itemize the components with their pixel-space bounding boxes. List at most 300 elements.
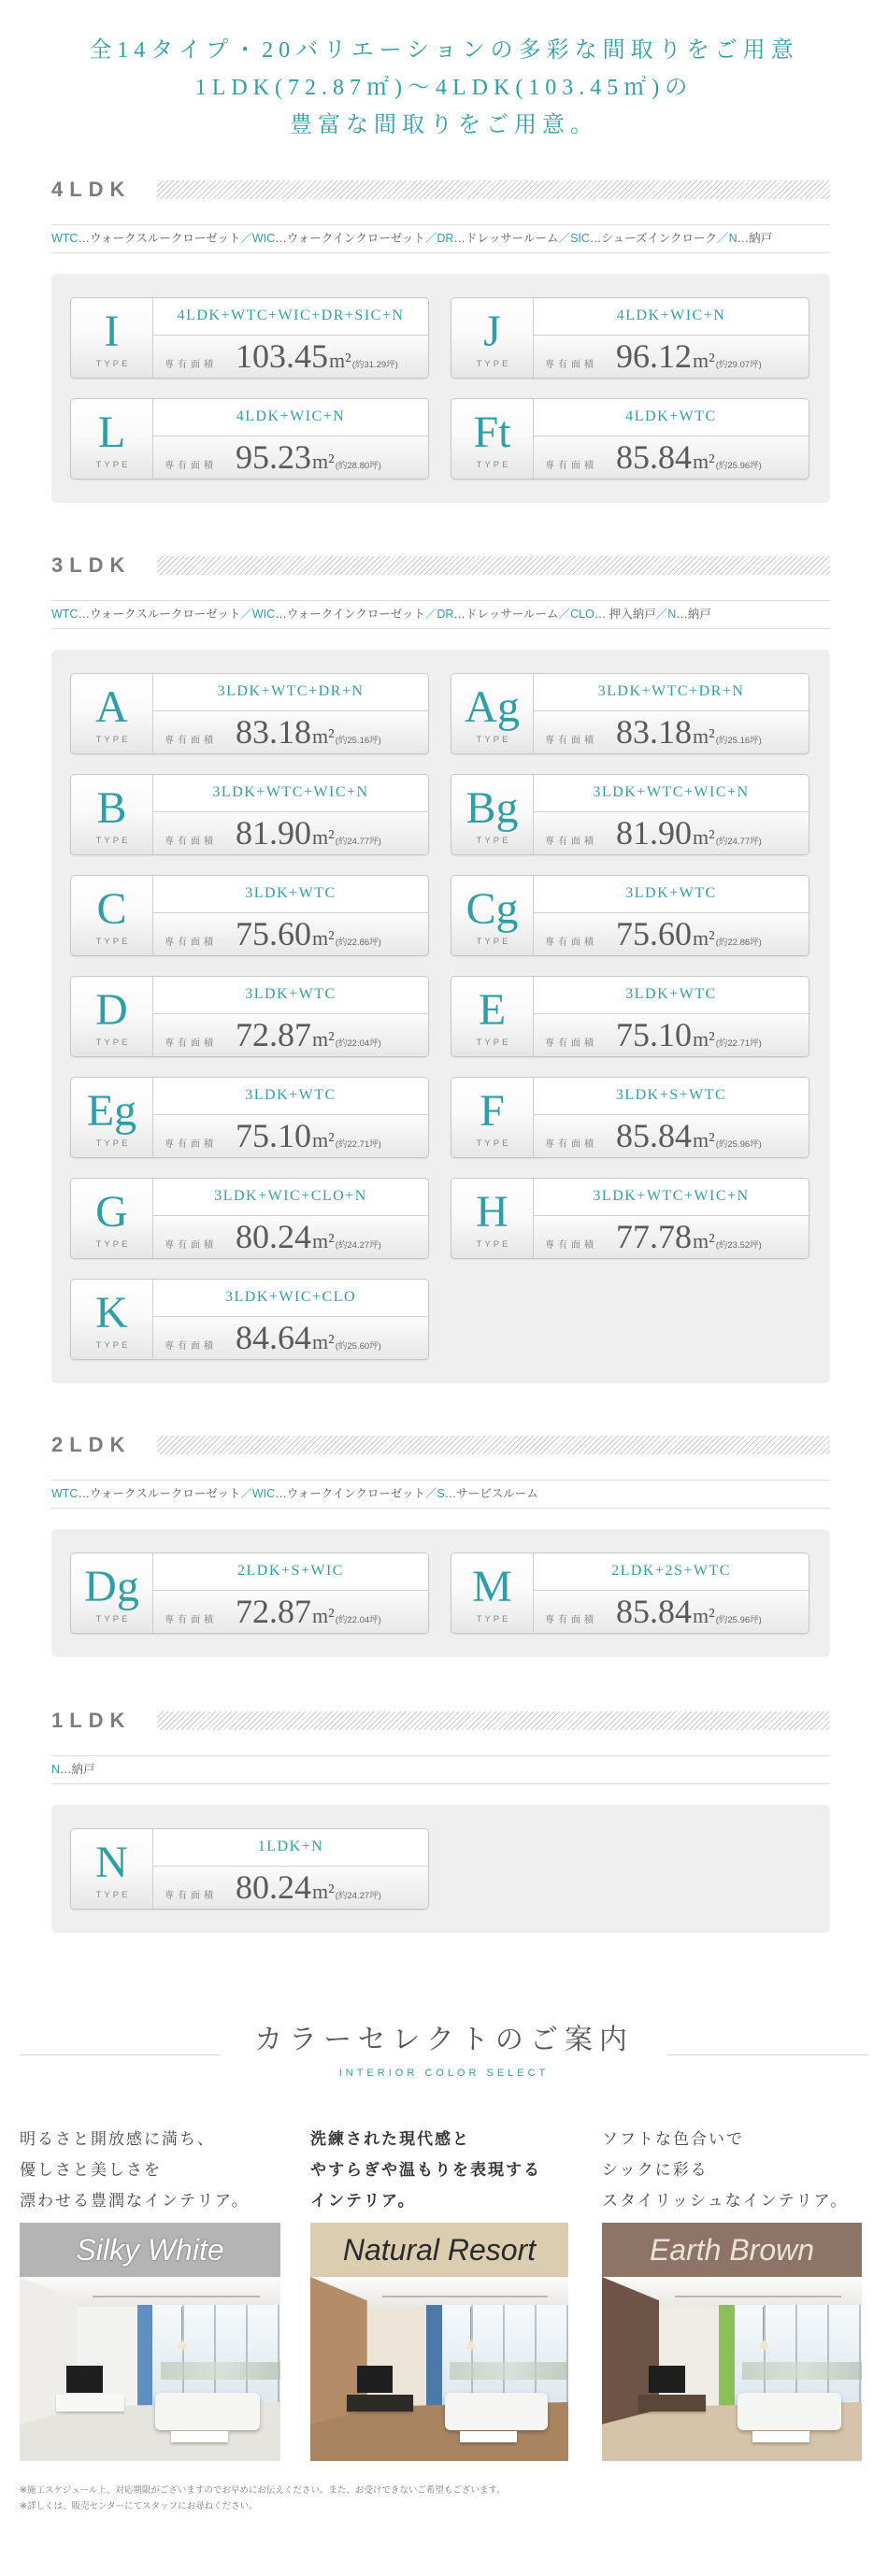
pendant-light (759, 2341, 768, 2349)
type-label: TYPE (95, 735, 131, 745)
area-tsubo: (約22.04坪) (335, 1615, 381, 1625)
tv-cabinet (638, 2395, 706, 2411)
type-letter: K (95, 1288, 128, 1338)
area-row (534, 1216, 809, 1259)
unit-card-type-a[interactable] (70, 673, 429, 754)
area-row (534, 1115, 809, 1158)
type-letter: G (95, 1187, 128, 1237)
type-cell (451, 1078, 534, 1157)
area-row (153, 1216, 428, 1259)
legend-code: WIC (251, 232, 276, 245)
area-value: 103.45 (236, 337, 328, 375)
window-view (450, 2362, 568, 2381)
area-value: 75.60 (616, 915, 692, 952)
type-cell (71, 876, 153, 955)
interior-photo (602, 2277, 862, 2461)
legend-description: …ドレッサールーム (453, 232, 559, 245)
color-description (310, 2124, 568, 2216)
type-label: TYPE (476, 937, 511, 947)
type-letter: D (95, 985, 128, 1035)
unit-card-type-k[interactable] (70, 1279, 429, 1360)
legend-code: DR (437, 608, 454, 621)
area-row (534, 812, 809, 855)
area-tsubo: (約25.96坪) (715, 1139, 762, 1150)
unit-card-type-n[interactable] (70, 1828, 429, 1910)
unit-info (534, 775, 809, 854)
type-letter: C (96, 884, 127, 934)
intro-line: 1LDK(72.87㎡)〜4LDK(103.45㎡)の (194, 76, 694, 100)
type-letter: Ag (465, 682, 520, 732)
area-unit: m² (312, 1128, 335, 1152)
area-value: 85.84 (616, 1593, 692, 1630)
area-tsubo: (約28.80坪) (335, 461, 381, 471)
unit-info (534, 876, 809, 955)
area-unit: m² (312, 1880, 335, 1903)
type-label: TYPE (476, 735, 511, 745)
legend-code: SIC (570, 232, 590, 245)
legend-separator: ／ (240, 608, 252, 621)
color-option-silky-white (20, 2124, 280, 2461)
type-label: TYPE (476, 359, 511, 369)
unit-card-type-c[interactable] (70, 875, 429, 956)
area-row (153, 1591, 428, 1634)
unit-card-type-m[interactable] (451, 1553, 809, 1634)
type-label: TYPE (95, 1340, 131, 1351)
area-tsubo: (約31.29坪) (351, 360, 398, 370)
description-line: シックに彩る (602, 2161, 709, 2179)
area-value: 81.90 (616, 814, 692, 852)
area-unit: m² (312, 450, 335, 473)
unit-card-type-i[interactable] (70, 297, 429, 379)
intro-line: 全14タイプ・20バリエーションの多彩な間取りをご用意 (89, 38, 799, 63)
area-row (534, 1014, 809, 1057)
unit-card-type-g[interactable] (70, 1178, 429, 1259)
area-tsubo: (約24.27坪) (335, 1891, 381, 1901)
area-row (534, 711, 809, 754)
legend-code: DR (437, 232, 454, 245)
area-value: 75.10 (616, 1016, 692, 1053)
area-label: 専有面積 (165, 360, 217, 370)
unit-card-type-bg[interactable] (451, 774, 809, 855)
area-unit: m² (693, 349, 715, 372)
area-row (153, 1317, 428, 1360)
tv-cabinet (347, 2395, 414, 2411)
floor-plan-composition: 2LDK+2S+WTC (534, 1553, 809, 1591)
legend-separator: ／ (240, 1487, 252, 1500)
type-label: TYPE (95, 1239, 131, 1250)
area-value: 83.18 (236, 713, 311, 751)
area-value: 84.64 (236, 1319, 311, 1356)
area-tsubo: (約22.71坪) (715, 1038, 762, 1049)
floor-plan-composition: 3LDK+WTC+WIC+N (534, 1179, 809, 1216)
unit-info (534, 1553, 809, 1633)
legend-code: N (667, 608, 677, 621)
hatched-rule (157, 180, 830, 199)
area-tsubo: (約25.16坪) (335, 736, 381, 746)
unit-info (153, 674, 428, 753)
legend-description: …ドレッサールーム (453, 608, 559, 621)
footnote: ※詳しくは、販売センターにてスタッフにお尋ねください。 (20, 2501, 258, 2512)
area-label: 専有面積 (165, 1240, 217, 1251)
area-label: 専有面積 (165, 1891, 217, 1901)
legend-code: WIC (251, 1487, 276, 1500)
unit-card-type-l[interactable] (70, 398, 429, 479)
area-tsubo: (約25.96坪) (715, 461, 762, 471)
floor-plan-composition: 1LDK+N (153, 1829, 428, 1867)
legend-description: …納戸 (676, 608, 711, 621)
area-value: 72.87 (236, 1016, 311, 1053)
unit-info (153, 1829, 428, 1909)
type-label: TYPE (95, 937, 131, 947)
area-unit: m² (312, 1604, 335, 1627)
type-letter: E (478, 985, 507, 1035)
unit-card-grid (51, 650, 830, 1383)
area-tsubo: (約29.07坪) (715, 360, 762, 370)
area-label: 専有面積 (165, 837, 217, 847)
area-tsubo: (約24.77坪) (335, 837, 381, 847)
section-title: 2LDK (51, 1433, 132, 1456)
type-letter: L (97, 408, 126, 457)
type-label: TYPE (476, 1239, 511, 1250)
legend-description: …納戸 (60, 1763, 95, 1776)
area-label: 専有面積 (165, 937, 217, 948)
legend-code: WIC (251, 608, 276, 621)
area-label: 専有面積 (545, 1038, 597, 1049)
color-label: Earth Brown (602, 2223, 862, 2277)
legend-description: …シューズインクローク (589, 232, 718, 245)
interior-photo (20, 2277, 280, 2461)
hatched-rule (157, 1436, 830, 1454)
area-unit: m² (693, 1027, 715, 1051)
legend-description: … 押入納戸 (594, 608, 656, 621)
area-row (153, 436, 428, 479)
area-row (153, 812, 428, 855)
area-unit: m² (693, 724, 715, 748)
sofa (155, 2393, 260, 2429)
legend-separator: ／ (558, 608, 571, 621)
legend-separator: ／ (424, 232, 437, 245)
abbreviation-legend (51, 1480, 830, 1509)
section-1ldk (51, 1708, 830, 1933)
area-unit: m² (693, 1128, 715, 1152)
area-label: 専有面積 (545, 937, 597, 948)
area-row (534, 913, 809, 956)
area-unit: m² (693, 1229, 715, 1252)
unit-card-type-b[interactable] (70, 774, 429, 855)
coffee-table (460, 2431, 517, 2442)
legend-separator: ／ (717, 232, 729, 245)
type-label: TYPE (476, 1614, 511, 1624)
type-label: TYPE (476, 1138, 511, 1149)
unit-card-type-ag[interactable] (451, 673, 809, 754)
type-letter: B (96, 783, 127, 833)
floor-plan-composition: 3LDK+WIC+CLO+N (153, 1179, 428, 1216)
track-light (382, 2296, 548, 2297)
area-tsubo: (約25.60坪) (335, 1341, 381, 1352)
unit-info (153, 876, 428, 955)
floor-plan-composition: 4LDK+WIC+N (534, 298, 809, 336)
pendant-cord (470, 2307, 471, 2343)
section-title: 1LDK (51, 1709, 132, 1732)
unit-info (153, 1179, 428, 1258)
area-row (153, 336, 428, 379)
area-tsubo: (約23.52坪) (715, 1240, 762, 1251)
legend-separator: ／ (240, 232, 252, 245)
type-label: TYPE (95, 1138, 131, 1149)
color-description (20, 2124, 280, 2216)
legend-separator: ／ (424, 608, 437, 621)
floor-plan-composition: 3LDK+WTC+DR+N (534, 674, 809, 711)
area-label: 専有面積 (545, 1615, 597, 1625)
area-unit: m² (693, 825, 715, 849)
floor-plan-composition: 3LDK+WTC+DR+N (153, 674, 428, 711)
legend-description: …サービスルーム (444, 1487, 538, 1500)
area-label: 専有面積 (545, 360, 597, 370)
legend-code: WTC (51, 232, 79, 245)
area-label: 専有面積 (165, 461, 217, 471)
type-letter: M (472, 1562, 512, 1611)
unit-card-type-cg[interactable] (451, 875, 809, 956)
type-cell (71, 298, 153, 378)
coffee-table (752, 2431, 809, 2442)
tv (66, 2366, 103, 2394)
unit-info (534, 399, 809, 479)
area-label: 専有面積 (165, 736, 217, 746)
area-label: 専有面積 (165, 1341, 217, 1352)
type-letter: Bg (465, 783, 519, 833)
area-value: 85.84 (616, 1117, 692, 1154)
legend-description: …ウォークスルークローゼット (78, 608, 241, 621)
color-description (602, 2124, 862, 2216)
type-label: TYPE (95, 359, 131, 369)
floor-plan-composition: 3LDK+WTC (153, 1078, 428, 1115)
type-letter: Dg (84, 1562, 139, 1611)
area-label: 専有面積 (545, 1240, 597, 1251)
area-value: 85.84 (616, 438, 692, 476)
legend-separator: ／ (558, 232, 571, 245)
area-label: 専有面積 (165, 1139, 217, 1150)
area-unit: m² (329, 349, 351, 372)
area-tsubo: (約22.86坪) (715, 937, 762, 948)
type-cell (71, 1829, 153, 1909)
track-light (93, 2296, 260, 2297)
unit-info (534, 298, 809, 378)
legend-code: WTC (51, 608, 79, 621)
tv-cabinet (56, 2395, 124, 2411)
type-letter: I (104, 307, 120, 356)
unit-card-grid (51, 1529, 830, 1657)
legend-description: …ウォークインクローゼット (275, 232, 425, 245)
type-label: TYPE (95, 1038, 131, 1048)
curtain (426, 2305, 442, 2415)
area-tsubo: (約24.77坪) (715, 837, 762, 847)
color-label: Silky White (20, 2223, 280, 2277)
floor-plan-composition: 3LDK+WTC (534, 977, 809, 1014)
description-line: 優しさと美しさを (20, 2161, 162, 2179)
type-label: TYPE (95, 1890, 131, 1900)
type-letter: Eg (86, 1086, 137, 1136)
curtain (137, 2305, 153, 2415)
unit-info (153, 977, 428, 1056)
area-value: 81.90 (236, 814, 311, 852)
area-label: 専有面積 (545, 736, 597, 746)
legend-description: …ウォークインクローゼット (275, 1487, 425, 1500)
unit-card-type-e[interactable] (451, 976, 809, 1057)
floor-plan-composition: 3LDK+WTC+WIC+N (534, 775, 809, 812)
color-select-title: カラーセレクトのご案内 (254, 2025, 634, 2055)
pendant-cord (763, 2307, 764, 2343)
type-letter: N (95, 1838, 128, 1887)
legend-description: …納戸 (737, 232, 773, 245)
unit-card-type-dg[interactable] (70, 1553, 429, 1634)
area-label: 専有面積 (165, 1038, 217, 1049)
type-cell (451, 1179, 534, 1258)
area-value: 80.24 (236, 1868, 311, 1906)
type-cell (451, 298, 534, 378)
type-letter: F (480, 1086, 505, 1136)
area-row (534, 1591, 809, 1634)
area-value: 75.60 (236, 915, 311, 952)
sofa (738, 2393, 841, 2429)
floor-plan-composition: 4LDK+WIC+N (153, 399, 428, 436)
floor-plan-composition: 4LDK+WTC+WIC+DR+SIC+N (153, 298, 428, 336)
abbreviation-legend (51, 600, 830, 629)
area-value: 80.24 (236, 1218, 311, 1255)
type-cell (451, 977, 534, 1056)
floor-plan-composition: 4LDK+WTC (534, 399, 809, 436)
pendant-light (178, 2341, 187, 2349)
area-unit: m² (693, 926, 715, 950)
section-header (51, 1432, 830, 1458)
unit-info (534, 1179, 809, 1258)
description-line: スタイリッシュなインテリア。 (602, 2192, 849, 2210)
area-unit: m² (312, 825, 335, 849)
type-cell (71, 1553, 153, 1633)
type-label: TYPE (95, 836, 131, 846)
unit-card-grid (51, 274, 830, 503)
footnotes (20, 2483, 506, 2514)
area-row (534, 436, 809, 479)
area-unit: m² (693, 1604, 715, 1627)
area-tsubo: (約25.16坪) (715, 736, 762, 746)
section-title: 3LDK (51, 553, 132, 577)
area-value: 77.78 (616, 1218, 692, 1255)
tv (649, 2366, 685, 2394)
type-cell (71, 399, 153, 479)
unit-info (153, 775, 428, 854)
floor-plan-composition: 3LDK+WTC (534, 876, 809, 913)
tv (357, 2366, 394, 2394)
unit-info (153, 1078, 428, 1157)
area-label: 専有面積 (165, 1615, 217, 1625)
description-line: 洗練された現代感と (310, 2130, 470, 2148)
area-value: 95.23 (236, 438, 311, 476)
section-header (51, 1708, 830, 1734)
unit-card-type-h[interactable] (451, 1178, 809, 1259)
section-title: 4LDK (51, 178, 132, 201)
description-line: 漂わせる豊潤なインテリア。 (20, 2192, 250, 2210)
area-tsubo: (約25.96坪) (715, 1615, 762, 1625)
interior-photo (310, 2277, 568, 2461)
legend-separator: ／ (655, 608, 668, 621)
description-line: ソフトな色合いで (602, 2130, 744, 2148)
description-line: 明るさと開放感に満ち、 (20, 2130, 215, 2148)
unit-card-type-d[interactable] (70, 976, 429, 1057)
area-unit: m² (693, 450, 715, 473)
intro-heading (0, 32, 888, 144)
area-tsubo: (約22.71坪) (335, 1139, 381, 1150)
window-view (742, 2362, 862, 2381)
type-cell (451, 775, 534, 854)
legend-description: …ウォークインクローゼット (275, 608, 425, 621)
area-unit: m² (312, 724, 335, 748)
legend-description: …ウォークスルークローゼット (78, 232, 241, 245)
unit-card-type-f[interactable] (451, 1077, 809, 1158)
unit-info (534, 1078, 809, 1157)
intro-line: 豊富な間取りをご用意。 (290, 113, 598, 137)
description-line: やすらぎや温もりを表現する (310, 2161, 541, 2179)
area-value: 72.87 (236, 1593, 311, 1630)
floor-plan-composition: 3LDK+WIC+CLO (153, 1280, 428, 1317)
type-letter: Ft (473, 408, 511, 457)
type-letter: H (476, 1187, 508, 1237)
footnote: ※施工スケジュール上、対応期限がございますのでお早めにお伝えください。また、お受けできないご希望もございます。 (20, 2485, 506, 2496)
area-row (153, 1014, 428, 1057)
legend-code: S (437, 1487, 445, 1500)
area-tsubo: (約22.86坪) (335, 937, 381, 948)
legend-description: …ウォークスルークローゼット (78, 1487, 241, 1500)
abbreviation-legend (51, 1755, 830, 1784)
coffee-table (171, 2431, 228, 2442)
unit-info (153, 298, 428, 378)
floor-plan-composition: 3LDK+WTC+WIC+N (153, 775, 428, 812)
type-label: TYPE (95, 1614, 131, 1624)
floor-plan-composition: 2LDK+S+WIC (153, 1553, 428, 1591)
pendant-cord (181, 2307, 182, 2343)
legend-code: CLO (570, 608, 594, 621)
type-letter: Cg (465, 884, 519, 934)
unit-info (534, 977, 809, 1056)
sofa (445, 2393, 548, 2429)
unit-card-type-j[interactable] (451, 297, 809, 379)
unit-info (153, 1553, 428, 1633)
legend-separator: ／ (424, 1487, 437, 1500)
type-cell (71, 674, 153, 753)
type-cell (451, 1553, 534, 1633)
window-view (161, 2362, 280, 2381)
legend-code: WTC (51, 1487, 79, 1500)
color-option-earth-brown (602, 2124, 862, 2461)
section-4ldk (51, 177, 830, 503)
unit-card-type-eg[interactable] (70, 1077, 429, 1158)
floor-plan-composition: 3LDK+WTC (153, 977, 428, 1014)
type-label: TYPE (476, 460, 511, 470)
area-unit: m² (312, 926, 335, 950)
type-cell (451, 399, 534, 479)
area-row (153, 1867, 428, 1910)
type-letter: J (483, 307, 501, 356)
area-label: 専有面積 (545, 1139, 597, 1150)
legend-code: N (728, 232, 738, 245)
unit-info (153, 1280, 428, 1359)
track-light (675, 2296, 841, 2297)
legend-code: N (51, 1763, 61, 1776)
area-unit: m² (312, 1229, 335, 1252)
area-value: 83.18 (616, 713, 692, 751)
area-row (153, 913, 428, 956)
unit-card-type-ft[interactable] (451, 398, 809, 479)
type-cell (71, 775, 153, 854)
